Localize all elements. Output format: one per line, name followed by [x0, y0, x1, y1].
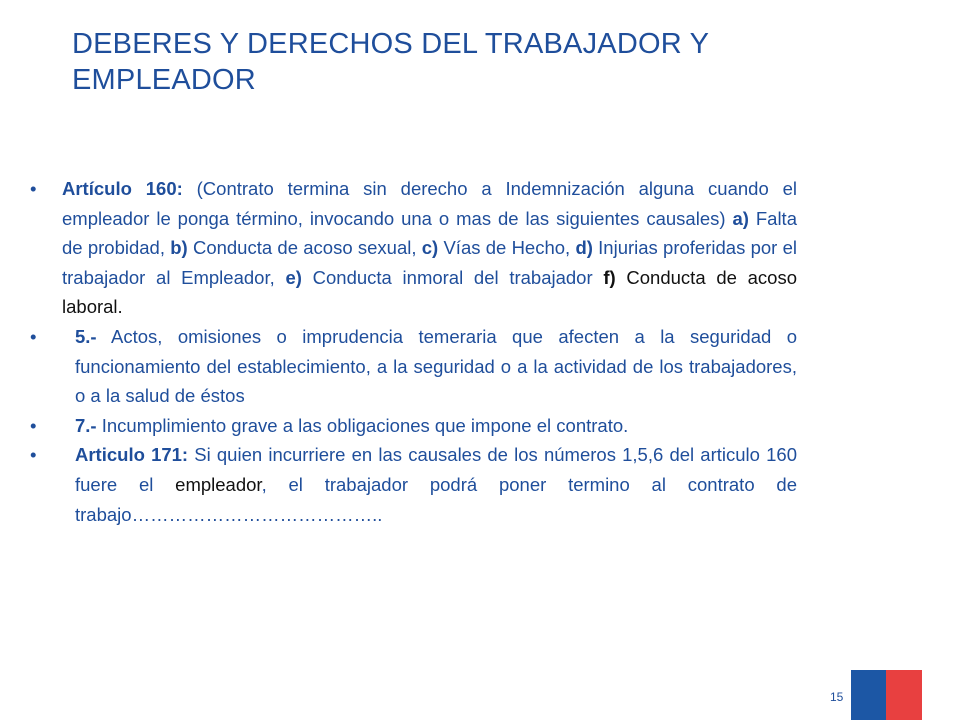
bullet-causal-7 — [30, 411, 797, 441]
bullet-dot-icon: • — [30, 414, 37, 436]
causal-7-label: 7.- — [75, 414, 97, 436]
articulo-171-label: Articulo 171: — [75, 444, 189, 466]
causal-c-text: Vías de Hecho, — [438, 237, 576, 259]
bullet-dot-icon: • — [30, 444, 37, 466]
causal-d-label: d) — [575, 237, 593, 259]
causal-e-label: e) — [285, 266, 302, 288]
articulo-160-label: Artículo 160: — [62, 178, 183, 199]
causal-b-label: b) — [170, 237, 188, 259]
bullet-causal-7-text — [30, 411, 797, 441]
causal-b-text: Conducta de acoso sexual, — [187, 237, 422, 259]
bullet-articulo-160-text — [30, 174, 797, 322]
articulo-171-empleador: empleador — [175, 473, 262, 495]
bullet-articulo-171-text — [30, 440, 797, 529]
causal-a-text: Falta de probidad, — [62, 207, 797, 259]
causal-7-description: Incumplimiento grave a las obligaciones que impone el contrato. — [96, 414, 629, 436]
articulo-171-text-end: , el trabajador podrá poner termino al contrato de trabajo………………………………….. — [75, 473, 797, 525]
bullet-articulo-171 — [30, 440, 797, 529]
causal-d-text: Injurias proferidas por el trabajador al Empleador, — [62, 237, 797, 288]
page-number: 15 — [830, 690, 844, 704]
flag-blue-block — [851, 670, 886, 720]
slide-title-line-1: DEBERES Y DERECHOS DEL TRABAJADOR Y — [72, 28, 710, 60]
articulo-160-intro: (Contrato termina sin derecho a Indemnización alguna cuando el empleador le ponga término, invocando una o mas de las siguientes causales) — [62, 178, 798, 229]
slide-title — [72, 26, 892, 98]
bullet-list — [30, 174, 797, 529]
articulo-171-text-start: Si quien incurriere en las causales de los números 1,5,6 del articulo 160 fuere el — [75, 444, 797, 495]
causal-5-description: Actos, omisiones o imprudencia temeraria que afecten a la seguridad o funcionamiento del establecimiento, a la seguridad o a la actividad de los trabajadores, o a la salud de éstos — [75, 325, 797, 407]
flag-red-block — [886, 670, 922, 720]
causal-5-label: 5.- — [75, 325, 97, 347]
causal-a-label: a) — [732, 207, 749, 229]
bullet-causal-5 — [30, 322, 797, 411]
causal-c-label: c) — [421, 237, 439, 259]
bullet-dot-icon: • — [30, 178, 37, 199]
causal-f-label: f) — [603, 266, 616, 288]
bullet-dot-icon: • — [30, 325, 37, 347]
bullet-causal-5-text — [30, 322, 797, 411]
causal-e-text: Conducta inmoral del trabajador — [301, 266, 604, 288]
causal-f-text: Conducta de acoso laboral. — [62, 266, 797, 318]
slide-title-line-2: EMPLEADOR — [72, 64, 256, 96]
bullet-articulo-160 — [30, 174, 797, 322]
